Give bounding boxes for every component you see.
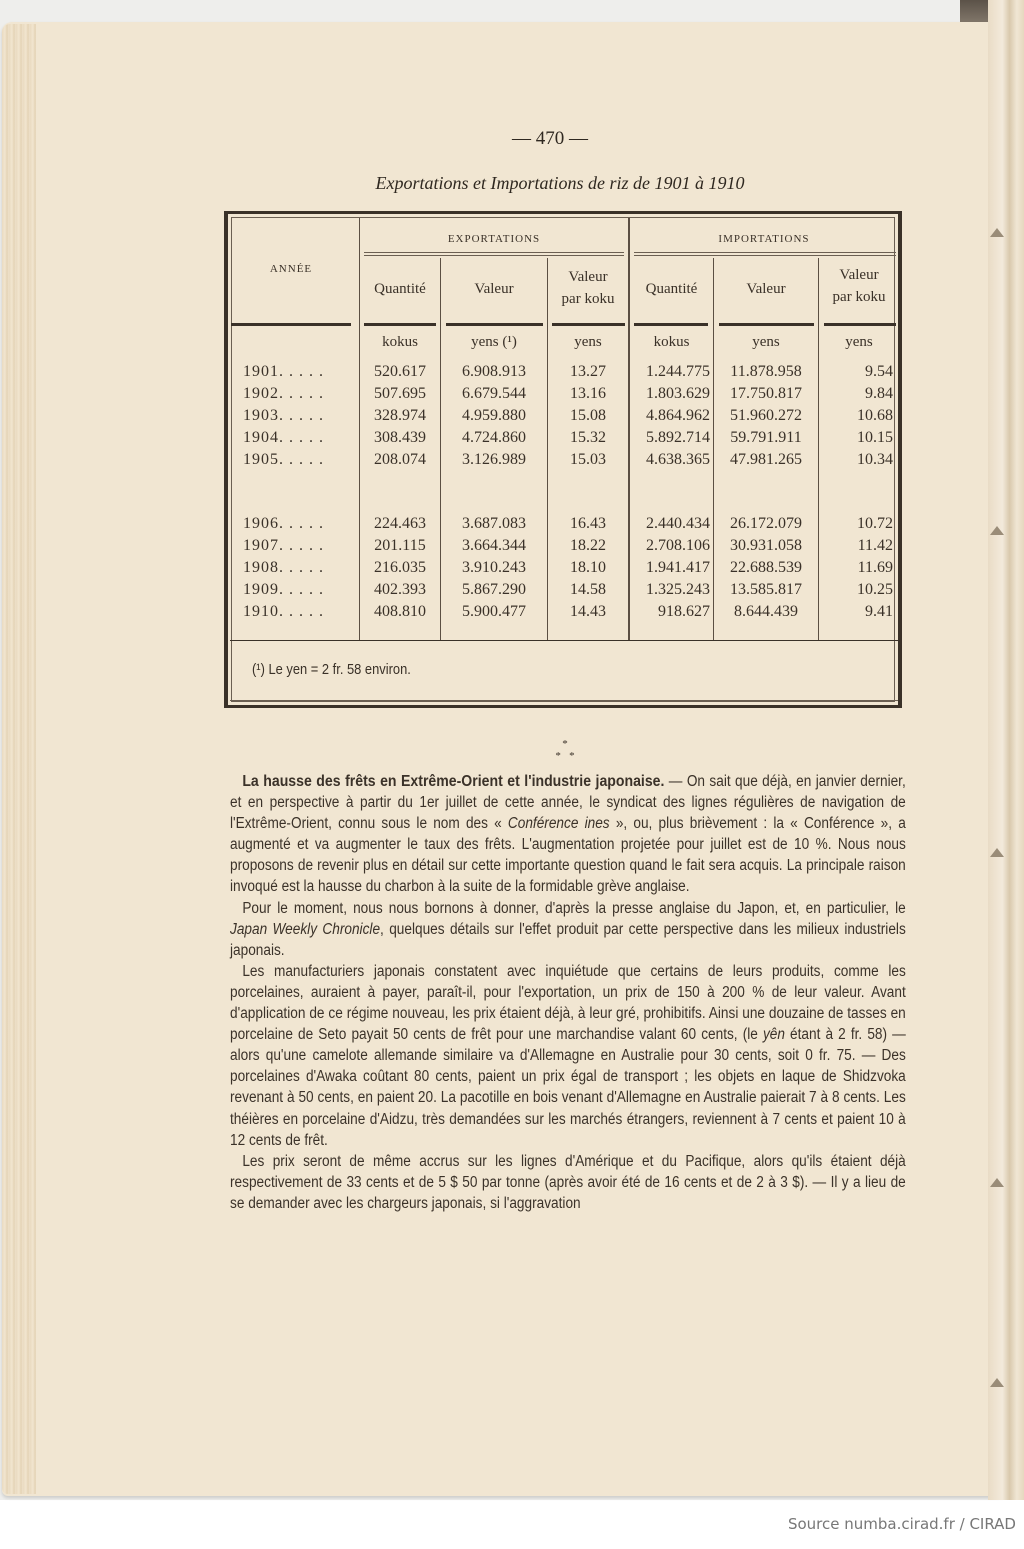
cell-imp-per: 9.54 <box>865 363 893 380</box>
cell-exp-qty: 507.695 <box>374 385 426 402</box>
cell-exp-val: 6.679.544 <box>462 385 526 402</box>
cell-imp-val: 11.878.958 <box>730 363 802 380</box>
cell-exp-per: 13.27 <box>570 363 606 380</box>
cell-imp-qty: 1.244.775 <box>646 363 710 380</box>
header-rule <box>719 323 814 326</box>
article-paragraph <box>230 771 906 898</box>
article-paragraph <box>230 898 906 961</box>
page-number: — 470 — <box>512 128 588 149</box>
book-gutter <box>988 0 1024 1500</box>
header-rule <box>364 323 436 326</box>
cell-exp-per: 15.03 <box>570 451 606 468</box>
cell-exp-val: 6.908.913 <box>462 363 526 380</box>
cell-exp-qty: 208.074 <box>374 451 426 468</box>
cell-imp-qty: 4.638.365 <box>646 451 710 468</box>
cell-imp-val: 30.931.058 <box>730 537 802 554</box>
cell-exp-val: 4.959.880 <box>462 407 526 424</box>
header-line: par koku <box>832 289 886 305</box>
unit-label: yens <box>574 334 602 350</box>
cell-exp-qty: 520.617 <box>374 363 426 380</box>
header-line: par koku <box>561 291 615 307</box>
paragraph-text: étant à 2 fr. 58) — alors qu'une camelote allemande similaire va d'Allemagne en Australie pour 30 cents, soit 0 fr. 75. — Des porcelaines d'Awaka coûtant 80 cents, paient un prix égal de transport ; les objets en laque de Shidzvoka revenant à 50 cents, en paient 20. La pacotille en bois venant d'Allemagne en Australie paierait 7 à 8 cents. Les théières en porcelaine d'Aidzu, très demandées sur les marchés étrangers, reviennent à 7 cents et paient 10 à 12 cents de frêt. <box>230 1026 906 1149</box>
cell-imp-per: 10.15 <box>857 429 893 446</box>
article-paragraph: Les prix seront de même accrus sur les lignes d'Amérique et du Pacifique, alors qu'ils étaient déjà respectivement de 33 cents et de 5 $ 50 par tonne (après avoir été de 16 cents et de 2 à 3 $). — Il y a lieu de se demander avec les chargeurs japonais, si l'aggravation <box>230 1152 906 1212</box>
group-rule <box>364 255 624 256</box>
italic-text: yên <box>762 1026 785 1044</box>
exportations-group-header: EXPORTATIONS <box>447 233 541 245</box>
cell-imp-qty: 2.708.106 <box>646 537 710 554</box>
article-heading: La hausse des frêts en Extrême-Orient et l'industrie japonaise. <box>242 773 665 790</box>
cell-exp-per: 14.43 <box>570 603 606 620</box>
row-year: 1907. . . . . <box>243 537 324 554</box>
table-footer-rule <box>230 700 898 701</box>
cell-exp-val: 5.900.477 <box>462 603 526 620</box>
cell-imp-per: 10.25 <box>857 581 893 598</box>
cell-imp-per: 10.34 <box>857 451 893 468</box>
page-tab-marker <box>990 526 1004 535</box>
group-rule <box>634 255 896 256</box>
cell-imp-per: 11.69 <box>857 559 893 576</box>
header-line: Valeur <box>568 269 608 285</box>
imp-value-per-koku-header <box>819 264 899 308</box>
unit-label: kokus <box>653 334 690 350</box>
header-rule <box>634 323 708 326</box>
separator-stars: * * <box>555 750 575 762</box>
cell-imp-per: 10.72 <box>857 515 893 532</box>
italic-text: Conférence ines <box>507 815 610 833</box>
page-edges <box>2 24 36 1494</box>
header-line: Valeur <box>839 267 879 283</box>
cell-exp-val: 3.687.083 <box>462 515 526 532</box>
cell-exp-qty: 402.393 <box>374 581 426 598</box>
article-paragraph <box>230 961 906 1151</box>
cell-imp-qty: 918.627 <box>658 603 710 620</box>
cell-exp-qty: 408.810 <box>374 603 426 620</box>
table-footnote: (¹) Le yen = 2 fr. 58 environ. <box>252 661 411 678</box>
importations-group-header: IMPORTATIONS <box>718 233 810 245</box>
row-year: 1906. . . . . <box>243 515 324 532</box>
header-rule <box>824 323 896 326</box>
cell-exp-qty: 308.439 <box>374 429 426 446</box>
cell-imp-per: 9.41 <box>865 603 893 620</box>
section-separator <box>540 738 590 762</box>
cell-exp-per: 14.58 <box>570 581 606 598</box>
table-footer-rule <box>230 640 898 641</box>
paragraph-text: », ou, plus brièvement : la « Conférence », a augmenté et va augmenter le taux des frêts. L'augmentation projetée pour juillet est de 10 %. Nous nous proposons de revenir plus en détail sur cette importante question quand le fait sera acquis. La principale raison invoqué est la hausse du charbon à la suite de la formidable grève anglaise. <box>230 815 906 896</box>
cell-imp-qty: 1.941.417 <box>646 559 710 576</box>
italic-text: Japan Weekly Chronicle <box>230 920 381 938</box>
row-year: 1902. . . . . <box>243 385 324 402</box>
cell-imp-qty: 4.864.962 <box>646 407 710 424</box>
cell-exp-per: 18.10 <box>570 559 606 576</box>
cell-exp-per: 15.08 <box>570 407 606 424</box>
cell-imp-val: 17.750.817 <box>730 385 802 402</box>
cell-imp-per: 10.68 <box>857 407 893 424</box>
page-tab-marker <box>990 228 1004 237</box>
table-title: Exportations et Importations de riz de 1901 à 1910 <box>375 173 745 193</box>
cell-exp-qty: 224.463 <box>374 515 426 532</box>
row-year: 1904. . . . . <box>243 429 324 446</box>
cell-imp-val: 22.688.539 <box>730 559 802 576</box>
cell-imp-val: 26.172.079 <box>730 515 802 532</box>
cell-exp-val: 3.126.989 <box>462 451 526 468</box>
cell-imp-qty: 1.325.243 <box>646 581 710 598</box>
cell-imp-qty: 2.440.434 <box>646 515 710 532</box>
page-tab-marker <box>990 1378 1004 1387</box>
header-rule <box>552 323 625 326</box>
paragraph-text: — On sait que déjà, en janvier dernier, et en perspective à partir du 1er juillet de cette année, le syndicat des lignes régulières de navigation de l'Extrême-Orient, connu sous le nom des « <box>230 773 906 833</box>
page-tab-marker <box>990 1178 1004 1187</box>
cell-imp-qty: 5.892.714 <box>646 429 710 446</box>
separator-star: * <box>562 738 568 750</box>
row-year: 1905. . . . . <box>243 451 324 468</box>
imp-value-header: Valeur <box>746 281 786 297</box>
cell-imp-val: 47.981.265 <box>730 451 802 468</box>
cell-exp-per: 18.22 <box>570 537 606 554</box>
paragraph-text: , quelques détails sur l'effet produit par cette perspective dans les milieux industriels japonais. <box>230 920 906 959</box>
cell-exp-val: 4.724.860 <box>462 429 526 446</box>
header-rule <box>231 323 351 326</box>
cell-exp-qty: 328.974 <box>374 407 426 424</box>
cell-exp-qty: 201.115 <box>374 537 426 554</box>
page-tab-marker <box>990 848 1004 857</box>
cell-imp-val: 51.960.272 <box>730 407 802 424</box>
row-year: 1903. . . . . <box>243 407 324 424</box>
unit-label: yens <box>845 334 873 350</box>
year-column-header: ANNÉE <box>269 263 313 275</box>
cell-imp-per: 9.84 <box>865 385 893 402</box>
row-year: 1901. . . . . <box>243 363 324 380</box>
group-rule <box>634 252 896 253</box>
cell-imp-per: 11.42 <box>857 537 893 554</box>
row-year: 1908. . . . . <box>243 559 324 576</box>
cell-imp-qty: 1.803.629 <box>646 385 710 402</box>
cell-exp-val: 3.664.344 <box>462 537 526 554</box>
cell-exp-per: 13.16 <box>570 385 606 402</box>
unit-label: yens (¹) <box>471 334 517 350</box>
group-rule <box>364 252 624 253</box>
cell-imp-val: 13.585.817 <box>730 581 802 598</box>
exp-quantity-header: Quantité <box>374 281 426 297</box>
cell-exp-val: 5.867.290 <box>462 581 526 598</box>
paragraph-text: Pour le moment, nous nous bornons à donner, d'après la presse anglaise du Japon, et, en particulier, le <box>242 899 906 917</box>
unit-label: kokus <box>382 334 418 350</box>
exp-value-per-koku-header <box>548 266 628 310</box>
row-year: 1910. . . . . <box>243 603 324 620</box>
article-body <box>230 771 906 1214</box>
paragraph-text: Les manufacturiers japonais constatent avec inquiétude que certains de leurs produits, comme les porcelaines, auraient à payer, paraît-il, pour l'exportation, un prix de 150 à 200 % de leur valeur. Avant d'application de ce régime nouveau, les prix étaient déjà, à leur gré, prohibitifs. Ainsi une douzaine de tasses en porcelaine de Seto payait 50 cents de frêt pour une marchandise valant 60 cents, (le <box>230 962 906 1044</box>
cell-exp-val: 3.910.243 <box>462 559 526 576</box>
unit-label: yens <box>752 334 780 350</box>
header-rule <box>446 323 543 326</box>
cell-exp-qty: 216.035 <box>374 559 426 576</box>
cell-exp-per: 15.32 <box>570 429 606 446</box>
cell-imp-val: 59.791.911 <box>730 429 802 446</box>
cell-imp-val: 8.644.439 <box>734 603 798 620</box>
exp-value-header: Valeur <box>474 281 514 297</box>
imp-quantity-header: Quantité <box>645 281 698 297</box>
source-credit: Source numba.cirad.fr / CIRAD <box>787 1515 1016 1533</box>
cell-exp-per: 16.43 <box>570 515 606 532</box>
row-year: 1909. . . . . <box>243 581 324 598</box>
